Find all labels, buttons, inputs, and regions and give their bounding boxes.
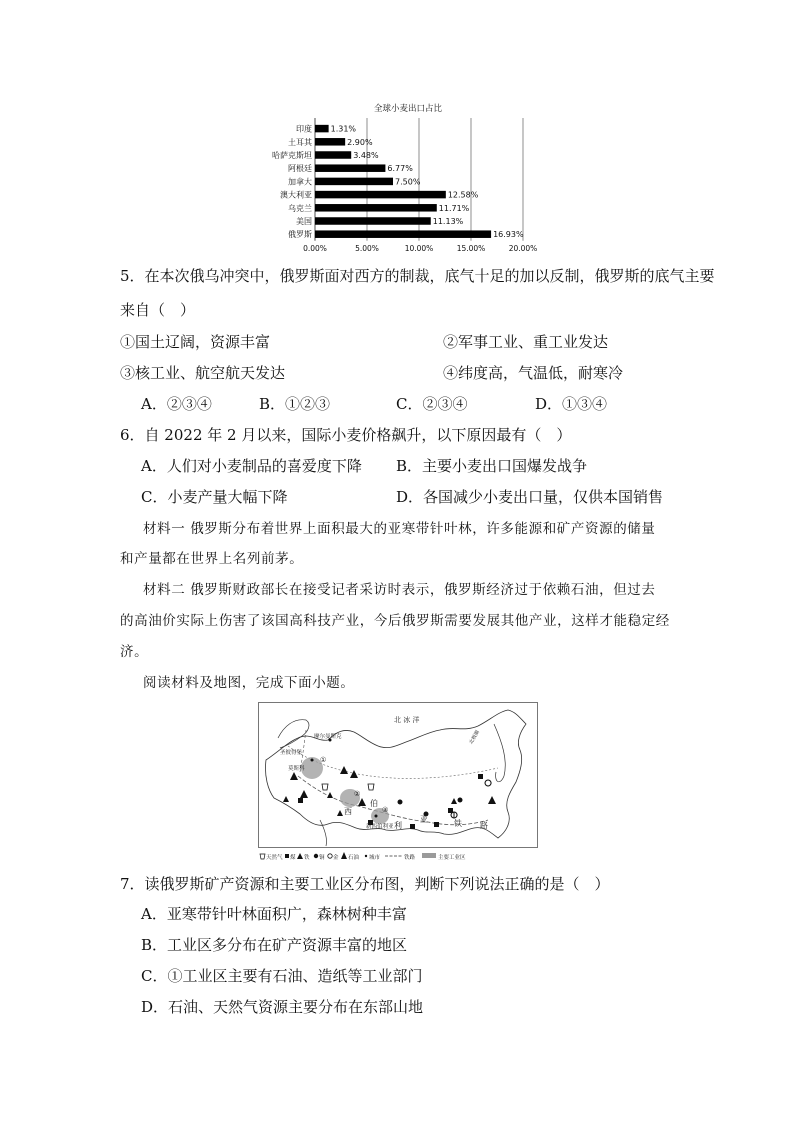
label-circle2: ② [354, 790, 361, 798]
city-dot [375, 815, 378, 818]
chart-category-label: 哈萨克斯坦 [272, 151, 312, 160]
legend-railway: 铁路 [404, 855, 416, 861]
chart-category-labels [272, 124, 313, 240]
q6-option-d[interactable]: D．各国减少小麦出口量，仅供本国销售 [396, 488, 664, 506]
material1-line2: 和产量都在世界上名列前茅。 [120, 551, 304, 567]
chart-bar [315, 138, 345, 146]
q5-stem-line1: 5．在本次俄乌冲突中，俄罗斯面对西方的制裁，底气十足的加以反制，俄罗斯的底气主要 [120, 267, 715, 285]
legend-gas: 天然气 [266, 855, 283, 861]
chart-category-label: 阿根廷 [288, 164, 312, 174]
label-murmansk: 摩尔曼斯克 [314, 734, 342, 740]
q5-item-2: ②军事工业、重工业发达 [443, 333, 609, 351]
q5-option-d[interactable]: D．①③④ [535, 395, 608, 413]
chart-value-label: 3.48% [353, 151, 379, 160]
chart-category-label: 土耳其 [288, 137, 312, 147]
chart-bar [315, 178, 393, 186]
legend-gold-icon [328, 854, 332, 858]
material2-line1: 材料二 俄罗斯财政部长在接受记者采访时表示，俄罗斯经济过于依赖石油，但过去 [143, 582, 656, 598]
chart-category-label: 澳大利亚 [280, 190, 312, 200]
chart-category-label: 俄罗斯 [288, 230, 312, 240]
chart-svg [270, 96, 550, 258]
legend-city: 城市 [369, 855, 381, 861]
map-legend [260, 852, 466, 861]
wheat-export-chart [270, 96, 550, 258]
chart-bar [315, 151, 351, 159]
copper-symbol [458, 798, 463, 803]
russia-resource-map [258, 702, 538, 862]
chart-category-label: 加拿大 [288, 177, 312, 187]
legend-gas-icon [260, 854, 265, 859]
material-instruction: 阅读材料及地图，完成下面小题。 [143, 675, 355, 691]
chart-value-label: 11.13% [432, 217, 464, 226]
chart-value-label: 12.58% [447, 190, 479, 200]
material2-line3: 济。 [120, 644, 149, 660]
q7-option-d[interactable]: D．石油、天然气资源主要分布在东部山地 [141, 998, 424, 1016]
legend-industry: 主要工业区 [438, 855, 466, 861]
chart-tick-labels [303, 244, 537, 253]
chart-tick-label: 0.00% [303, 243, 327, 253]
q6-option-b[interactable]: B．主要小麦出口国爆发战争 [396, 457, 588, 475]
q5-option-a[interactable]: A．②③④ [141, 395, 212, 413]
chart-value-label: 11.71% [438, 203, 470, 213]
chart-category-label: 乌克兰 [288, 203, 312, 213]
label-moscow: 莫斯科 [288, 766, 305, 772]
label-xi: 西 [344, 807, 352, 816]
chart-bar [315, 125, 329, 133]
copper-symbol [398, 800, 403, 805]
label-li: 利 [394, 821, 402, 830]
legend-city-icon [365, 855, 367, 857]
chart-category-label: 美国 [296, 217, 312, 226]
coal-symbol [410, 824, 415, 829]
chart-value-label: 2.90% [347, 137, 373, 147]
label-bo: 伯 [370, 799, 378, 808]
chart-bar [315, 191, 446, 199]
chart-tick-label: 15.00% [456, 243, 486, 253]
q6-stem: 6．自 2022 年 2 月以来，国际小麦价格飙升，以下原因最有（ ） [120, 426, 572, 444]
chart-bar [315, 204, 437, 212]
label-novosibirsk: 新西伯利亚 [366, 824, 394, 830]
chart-bar [315, 164, 385, 172]
label-tie: 铁 [454, 819, 462, 828]
q5-option-c[interactable]: C．②③④ [396, 395, 468, 413]
coal-symbol [434, 822, 439, 827]
coal-symbol [478, 774, 483, 779]
chart-tick-label: 10.00% [404, 243, 434, 253]
city-dot [311, 759, 314, 762]
legend-gold: 金 [333, 855, 339, 861]
label-ocean: 北 冰 洋 [394, 716, 420, 724]
label-circle1: ① [320, 756, 327, 764]
chart-value-label: 1.31% [330, 124, 357, 134]
q6-option-a[interactable]: A．人们对小麦制品的喜爱度下降 [141, 457, 362, 475]
chart-value-label: 16.93% [493, 230, 524, 240]
q5-item-1: ①国土辽阔，资源丰富 [120, 333, 271, 351]
legend-iron: 铁 [304, 855, 310, 861]
legend-copper-icon [314, 854, 318, 858]
q7-option-a[interactable]: A．亚寒带针叶林面积广，森林树种丰富 [141, 905, 407, 923]
chart-tick-label: 5.00% [355, 243, 379, 253]
material2-line2: 的高油价实际上伤害了该国高科技产业，今后俄罗斯需要发展其他产业，这样才能稳定经 [120, 613, 670, 629]
q5-option-b[interactable]: B．①②③ [259, 395, 331, 413]
legend-coal: 煤 [290, 855, 296, 861]
label-arctic-circle: 北极圈 [468, 729, 481, 746]
legend-coal-icon [285, 854, 289, 858]
q5-item-3: ③核工业、航空航天发达 [120, 364, 286, 382]
coal-symbol [298, 798, 303, 803]
label-lu: 路 [480, 821, 488, 830]
chart-tick-label: 20.00% [508, 243, 538, 253]
q7-stem: 7．读俄罗斯矿产资源和主要工业区分布图，判断下列说法正确的是（ ） [120, 875, 610, 893]
material1-line1: 材料一 俄罗斯分布着世界上面积最大的亚寒带针叶林，许多能源和矿产资源的储量 [143, 521, 656, 537]
chart-bar [315, 230, 491, 238]
q7-option-b[interactable]: B．工业区多分布在矿产资源丰富的地区 [141, 936, 408, 954]
q5-stem-line2: 来自（ ） [120, 301, 196, 319]
legend-industry-icon [422, 853, 436, 858]
label-ya: 亚 [420, 815, 428, 824]
legend-oil-icon [341, 852, 347, 859]
chart-value-label: 7.50% [395, 177, 421, 187]
chart-title: 全球小麦出口占比 [373, 104, 443, 114]
map-svg [258, 702, 538, 862]
legend-iron-icon [297, 853, 303, 859]
legend-oil: 石油 [348, 855, 360, 861]
chart-value-label: 6.77% [387, 164, 413, 174]
chart-bar [315, 217, 431, 225]
label-st-petersburg: 圣彼得堡 [280, 750, 303, 756]
q5-item-4: ④纬度高，气温低，耐寒冷 [443, 364, 624, 382]
q7-option-c[interactable]: C．①工业区主要有石油、造纸等工业部门 [141, 967, 423, 985]
chart-category-label: 印度 [296, 124, 312, 134]
legend-copper: 铜 [319, 855, 325, 861]
label-circle3: ③ [382, 806, 389, 814]
q6-option-c[interactable]: C．小麦产量大幅下降 [141, 488, 288, 506]
